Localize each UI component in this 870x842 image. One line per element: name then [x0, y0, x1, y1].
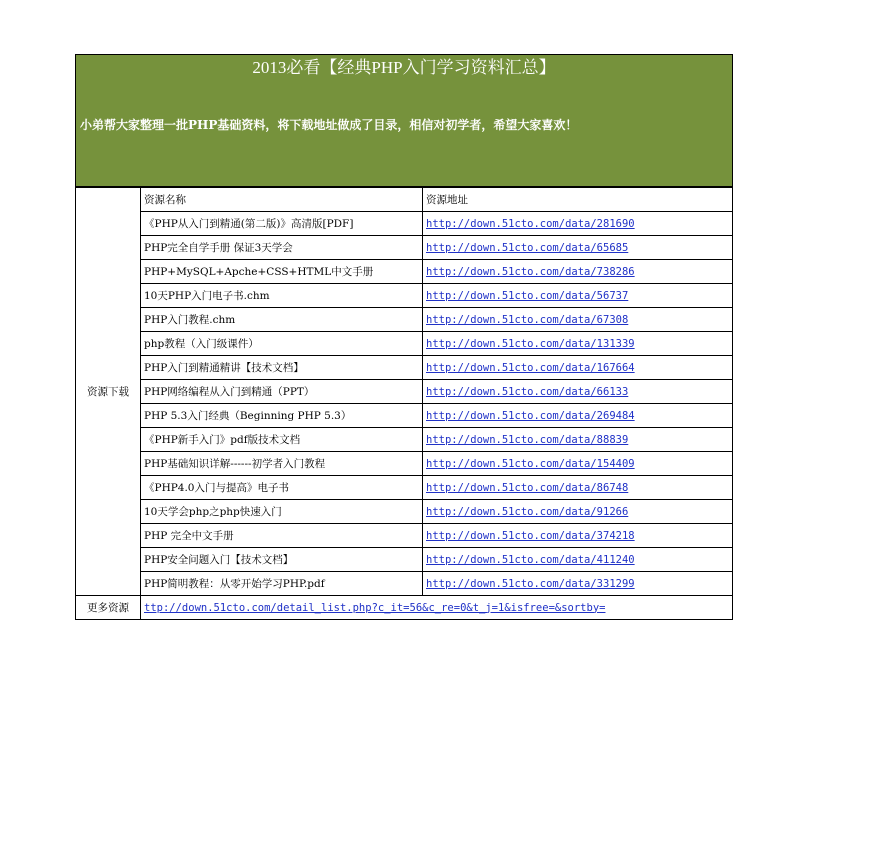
resource-name: 《PHP4.0入门与提高》电子书 — [141, 476, 423, 500]
resource-name: php教程（入门级课件） — [141, 332, 423, 356]
table-row — [76, 428, 733, 452]
resource-link[interactable]: http://down.51cto.com/data/56737 — [426, 289, 629, 302]
table-row — [76, 404, 733, 428]
resource-name: PHP网络编程从入门到精通（PPT） — [141, 380, 423, 404]
table-row — [76, 524, 733, 548]
resource-name: 10天学会php之php快速入门 — [141, 500, 423, 524]
resource-url-cell — [423, 212, 733, 236]
resource-link[interactable]: http://down.51cto.com/data/154409 — [426, 457, 635, 470]
table-row — [76, 500, 733, 524]
more-resources-label: 更多资源 — [76, 596, 141, 620]
resource-link[interactable]: http://down.51cto.com/data/65685 — [426, 241, 629, 254]
table-row — [76, 236, 733, 260]
resource-url-cell — [423, 308, 733, 332]
resource-name: PHP+MySQL+Apche+CSS+HTML中文手册 — [141, 260, 423, 284]
resource-name: 《PHP从入门到精通(第二版)》高清版[PDF] — [141, 212, 423, 236]
table-row — [76, 476, 733, 500]
resource-url-cell — [423, 356, 733, 380]
resource-link[interactable]: http://down.51cto.com/data/411240 — [426, 553, 635, 566]
resource-url-cell — [423, 500, 733, 524]
resource-url-cell — [423, 572, 733, 596]
table-row — [76, 212, 733, 236]
resource-link[interactable]: http://down.51cto.com/data/269484 — [426, 409, 635, 422]
table-row — [76, 380, 733, 404]
table-row — [76, 452, 733, 476]
table-row — [76, 260, 733, 284]
resource-link[interactable]: http://down.51cto.com/data/86748 — [426, 481, 629, 494]
resource-url-cell — [423, 260, 733, 284]
table-row — [76, 332, 733, 356]
spreadsheet — [75, 54, 733, 620]
resource-url-cell — [423, 476, 733, 500]
resource-table — [75, 187, 733, 620]
resource-link[interactable]: http://down.51cto.com/data/281690 — [426, 217, 635, 230]
resource-url-cell — [423, 284, 733, 308]
header-row — [76, 188, 733, 212]
resource-url-cell — [423, 524, 733, 548]
sheet-title: 2013必看【经典PHP入门学习资料汇总】 — [75, 54, 733, 79]
resource-link[interactable]: http://down.51cto.com/data/91266 — [426, 505, 629, 518]
resource-link[interactable]: http://down.51cto.com/data/88839 — [426, 433, 629, 446]
table-row — [76, 572, 733, 596]
resource-name: PHP入门教程.chm — [141, 308, 423, 332]
resource-link[interactable]: http://down.51cto.com/data/167664 — [426, 361, 635, 374]
resource-name: PHP简明教程：从零开始学习PHP.pdf — [141, 572, 423, 596]
resource-url-cell — [423, 548, 733, 572]
resource-url-cell — [423, 236, 733, 260]
resource-name: PHP基础知识详解------初学者入门教程 — [141, 452, 423, 476]
resource-name: PHP 完全中文手册 — [141, 524, 423, 548]
more-row — [76, 596, 733, 620]
resource-name: 《PHP新手入门》pdf版技术文档 — [141, 428, 423, 452]
column-header-name: 资源名称 — [141, 188, 423, 212]
resource-link[interactable]: http://down.51cto.com/data/331299 — [426, 577, 635, 590]
more-resources-cell — [141, 596, 733, 620]
resource-name: PHP安全问题入门【技术文档】 — [141, 548, 423, 572]
resource-url-cell — [423, 332, 733, 356]
table-row — [76, 356, 733, 380]
table-row — [76, 548, 733, 572]
resource-link[interactable]: http://down.51cto.com/data/67308 — [426, 313, 629, 326]
resource-url-cell — [423, 428, 733, 452]
resource-link[interactable]: http://down.51cto.com/data/738286 — [426, 265, 635, 278]
resource-url-cell — [423, 452, 733, 476]
resource-name: PHP 5.3入门经典（Beginning PHP 5.3） — [141, 404, 423, 428]
resource-url-cell — [423, 380, 733, 404]
table-row — [76, 308, 733, 332]
column-header-url: 资源地址 — [423, 188, 733, 212]
intro-text: 小弟帮大家整理一批PHP基础资料，将下载地址做成了目录，相信对初学者，希望大家喜欢！ — [75, 79, 733, 187]
more-resources-link[interactable]: ttp://down.51cto.com/detail_list.php?c_it=56&c_re=0&t_j=1&isfree=&sortby= — [144, 601, 606, 614]
resource-name: PHP入门到精通精讲【技术文档】 — [141, 356, 423, 380]
resource-name: 10天PHP入门电子书.chm — [141, 284, 423, 308]
resource-link[interactable]: http://down.51cto.com/data/131339 — [426, 337, 635, 350]
resource-link[interactable]: http://down.51cto.com/data/66133 — [426, 385, 629, 398]
side-label: 资源下载 — [76, 188, 141, 596]
resource-link[interactable]: http://down.51cto.com/data/374218 — [426, 529, 635, 542]
table-row — [76, 284, 733, 308]
resource-url-cell — [423, 404, 733, 428]
resource-name: PHP完全自学手册 保证3天学会 — [141, 236, 423, 260]
